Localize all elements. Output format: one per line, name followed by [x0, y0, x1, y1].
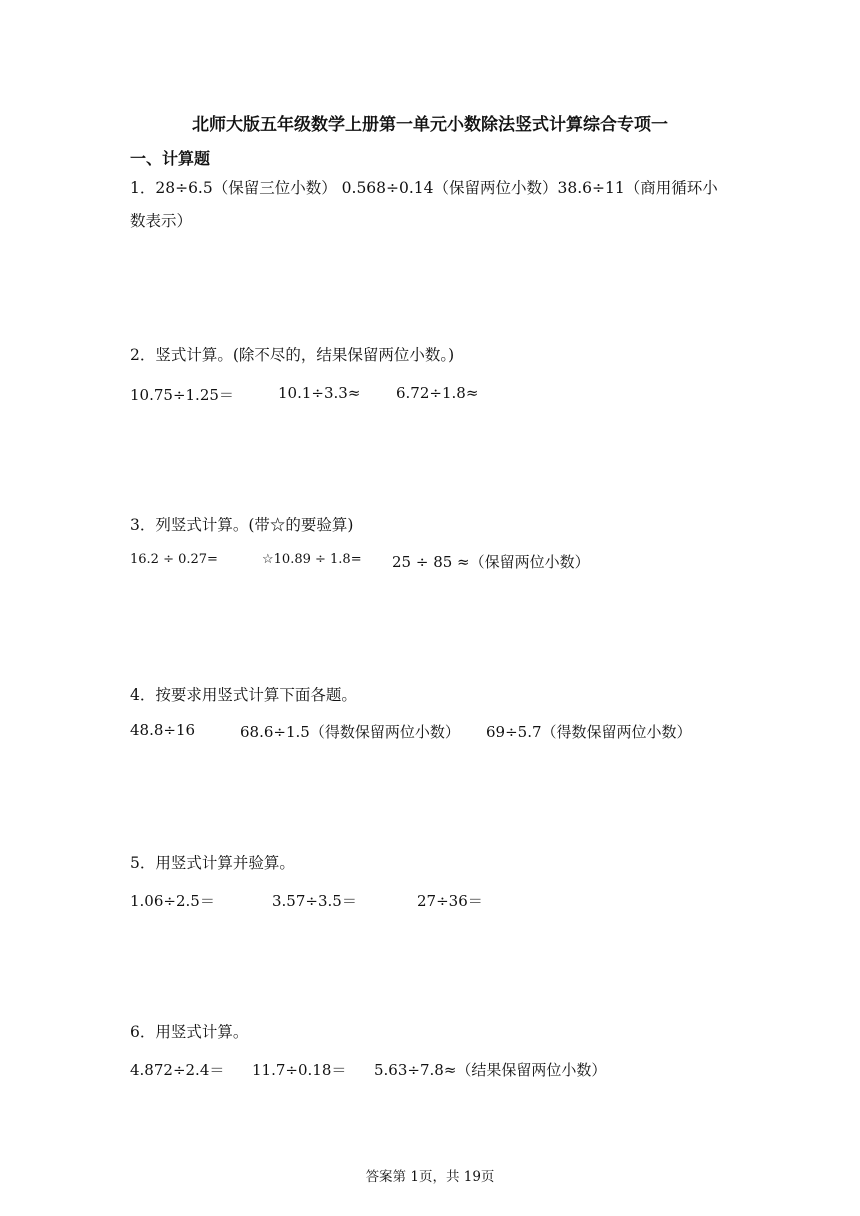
- question-5-prompt: 5．用竖式计算并验算。: [130, 854, 295, 872]
- question-4-item-3: 69÷5.7（得数保留两位小数）: [486, 723, 692, 741]
- question-3-item-1: 16.2 ÷ 0.27=: [130, 552, 218, 567]
- question-4-prompt: 4．按要求用竖式计算下面各题。: [130, 686, 357, 704]
- question-6-item-2: 11.7÷0.18＝: [252, 1061, 347, 1079]
- question-2-item-2: 10.1÷3.3≈: [278, 384, 361, 402]
- question-3-item-2: ☆10.89 ÷ 1.8=: [262, 552, 362, 567]
- question-6-item-1: 4.872÷2.4＝: [130, 1061, 225, 1079]
- question-2-item-3: 6.72÷1.8≈: [396, 384, 479, 402]
- question-6-prompt: 6．用竖式计算。: [130, 1023, 249, 1041]
- question-5-item-3: 27÷36＝: [417, 892, 483, 910]
- question-1-line-2: 数表示）: [130, 212, 193, 230]
- question-1-line-1: 1．28÷6.5（保留三位小数） 0.568÷0.14（保留两位小数）38.6÷11（商用循环小: [130, 179, 718, 197]
- question-4-item-2: 68.6÷1.5（得数保留两位小数）: [240, 723, 460, 741]
- question-4-item-1: 48.8÷16: [130, 721, 196, 739]
- question-3-item-3: 25 ÷ 85 ≈（保留两位小数）: [392, 553, 590, 571]
- question-5-item-2: 3.57÷3.5＝: [272, 892, 357, 910]
- page-title: 北师大版五年级数学上册第一单元小数除法竖式计算综合专项一: [192, 115, 668, 135]
- question-3-prompt: 3．列竖式计算。(带☆的要验算): [130, 516, 354, 534]
- question-5-item-1: 1.06÷2.5＝: [130, 892, 215, 910]
- question-6-item-3: 5.63÷7.8≈（结果保留两位小数）: [374, 1061, 607, 1079]
- question-2-prompt: 2．竖式计算。(除不尽的，结果保留两位小数。): [130, 346, 455, 364]
- section-heading: 一、计算题: [130, 149, 211, 168]
- question-2-item-1: 10.75÷1.25＝: [130, 386, 234, 404]
- page-footer: 答案第 1页，共 19页: [365, 1169, 495, 1185]
